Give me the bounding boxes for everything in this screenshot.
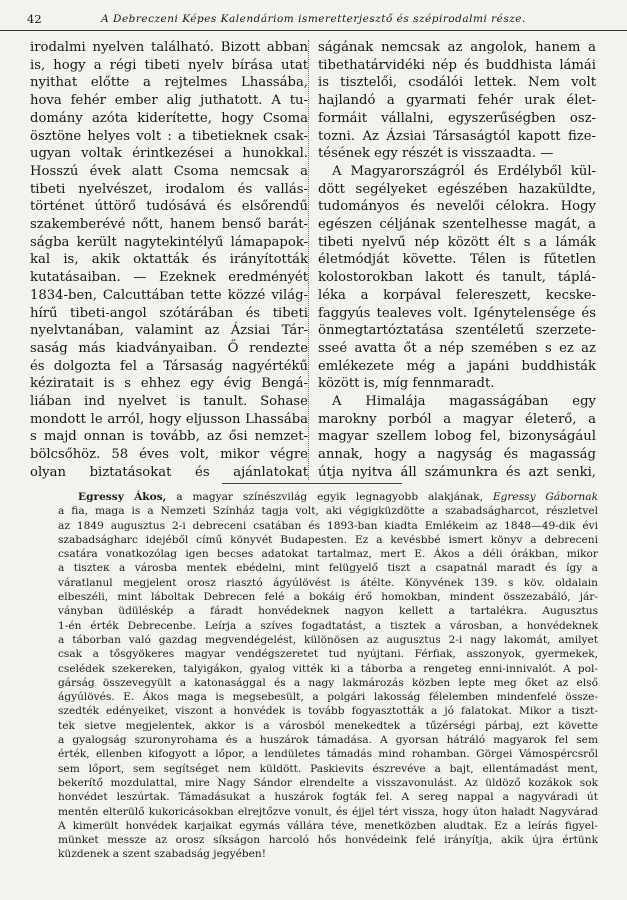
text-line: a gyalogság szuronyrohama és a huszárok támadása. A gyorsan hátráló magyarok fel sem: [58, 734, 598, 747]
text-line: hajlandó a gyarmati fehér urak élet-: [318, 93, 596, 109]
text-line: is tisztelői, csodálói lettek. Nem volt: [318, 75, 596, 91]
text-line: ugyan voltak érintkezései a hunokkal.: [30, 146, 308, 162]
text-line: sem lőport, sem segítséget nem küldött. Paskievits észrevéve a bajt, ellentámadást ment,: [58, 762, 598, 775]
text-line: irodalmi nyelven található. Bizott abban: [30, 40, 308, 55]
text-line: bekerítő mozdulattal, mire Nagy Sándor elrendelte a visszavonulást. Az üldöző kozákok sok: [58, 776, 598, 789]
text-line: a táborban való gazdag megvendégelést, különösen az augusztus 2-i nagy lakomát, amilyet: [58, 633, 598, 646]
text-line: gárság összevegyült a katonasággal és a nagy lakmározás közben lepte meg őket az első: [58, 676, 598, 689]
text-line: dött segélyeket egészében hazaküldte,: [318, 181, 596, 197]
text-line: tibeti nyelvű nép között élt s a lámák: [318, 234, 596, 250]
text-line: faggyús tealeves volt. Igénytelensége és: [318, 305, 596, 321]
column-divider: [308, 40, 309, 480]
text-line: ságba került nagytekintélyű lámapapok-: [30, 234, 308, 250]
text-line: annak, hogy a nagyság és magasság: [318, 447, 596, 463]
text-line: érték, ellenben kifogyott a lőpor, a lendületes támadás mind rohamban. Görgei Vámospércsről: [58, 748, 598, 761]
text-line: elbeszéli, mint láboltak Debrecen felé a bokáig érő homokban, mindent összezabáló, jár-: [58, 591, 598, 604]
text-line: münket messze az orosz síkságon harcoló hős honvédeink felé irányítja, akik újra értünk: [58, 834, 598, 847]
footnote-lead: a magyar színészvilág egyik legnagyobb alakjának,: [166, 491, 493, 503]
text-line: tozni. Az Ázsiai Társaságtól kapott fize-: [318, 128, 596, 144]
text-line: olyan biztatásokat és ajánlatokat: [30, 464, 308, 480]
text-line: tibeti nyelvészet, irodalom és vallás-: [30, 181, 308, 197]
text-line: egészen céljának szentelhesse magát, a: [318, 217, 596, 233]
text-line: A Magyarországról és Erdélyből kül-: [332, 163, 596, 179]
text-line: kutatásaiban. — Ezeknek eredményét: [30, 270, 308, 286]
text-line: között is, míg fennmaradt.: [318, 376, 495, 392]
text-line: ágyúlövés. E. Ákos maga is megsebesült, a polgári lakosság félelemben mindenfelé össze-: [58, 691, 598, 704]
text-line: honvédet leszúrtak. Támadásukat a huszárok fogták fel. A sereg nappal a nagyváradi út: [58, 791, 598, 804]
footnote-father: Egressy Gábornak: [492, 491, 598, 503]
text-line: szedték edényeiket, viszont a honvédek is tovább fogyasztották a jó falatokat. Mikor a tiszt-: [58, 705, 598, 718]
text-line: történet úttörő tudósává és elsőrendű: [30, 199, 308, 215]
text-line: hova fehér ember alig juthatott. A tu-: [30, 93, 308, 109]
text-line: Hosszú évek alatt Csoma nemcsak a: [30, 163, 308, 179]
text-line: hírű tibeti-angol szótárában és tibeti: [30, 305, 308, 321]
text-line: is, hogy a régi tibeti nyelv bírása utat: [30, 57, 308, 73]
text-line: a fia, maga is a Nemzeti Színház tagja volt, aki végigküzdötte a szabadságharcot, részletvel: [58, 505, 598, 518]
text-line: szabadságharc idejéből című könyvét Budapesten. Ez a kevésbbé ismert könyv a debreceni: [58, 533, 598, 546]
text-line: formáit vállalni, egyszerűségben osz-: [318, 110, 596, 126]
text-line: domány azóta kiderítette, hogy Csoma: [30, 110, 308, 126]
text-line: tek sietve megjelentek, akkor is a városból menekedtek a tűzérségi párbaj, ezt követte: [58, 719, 598, 732]
running-title: A Debreczeni Képes Kalendáriom ismeretterjesztő és szépirodalmi része.: [101, 13, 526, 25]
text-line: és dolgozta fel a Társaság nagyértékű: [30, 358, 308, 374]
text-line: a tiszteк a városba mentek ebédelni, mint felügyelő tiszt a csapatnál maradt és így a: [58, 562, 598, 575]
text-line: életmódját követte. Télen is fűtetlen: [318, 252, 596, 268]
text-line: s majd onnan is tovább, az ősi nemzet-: [30, 429, 308, 445]
left-column: [30, 39, 308, 481]
text-line: A Himalája magasságában egy: [332, 394, 596, 410]
text-line: váratlanul megjelent orosz riasztó ágyúlövést is átélte. Könyvének 139. s köv. oldalain: [58, 576, 598, 589]
text-line: küzdenek a szent szabadság jegyében!: [58, 848, 267, 861]
page-header: [0, 12, 627, 31]
text-line: liában ind nyelvet is tanult. Sohase: [30, 394, 308, 410]
text-line: cselédek szekereken, talyigákon, gyalog vitték ki a táborba a rengeteg enni-innivalót. A pol-: [58, 662, 598, 675]
text-line: nyelvtanában, valamint az Ázsiai Tár-: [30, 323, 308, 339]
text-line: ösztöne helyes volt : a tibetieknek csak-: [30, 128, 308, 144]
text-line: 1834-ben, Calcuttában tette közzé világ-: [30, 287, 308, 303]
text-line: nyithat előtte a rejtelmes Lhassába,: [30, 75, 308, 91]
text-line: mentén elterülő kukoricásokban elrejtőzve vonult, és éjjel tért vissza, hogy úton haladt Nagyvárad: [58, 805, 598, 818]
text-line: tudományos és nevelői célokra. Hogy: [318, 199, 596, 215]
text-line: 1-én érték Debrecenbe. Leírja a szíves fogadtatást, a tisztek a városban, a honvédeknek: [58, 619, 598, 632]
text-line: szakemberévé nőtt, hanem benső barát-: [30, 217, 308, 233]
text-line: önmegtartóztatása szentéletű szerzete-: [318, 323, 596, 339]
text-line: magyar szellem lobog fel, bizonyságául: [318, 429, 596, 445]
footnote-separator: [222, 483, 402, 484]
text-line: mondott le arról, hogy eljusson Lhassába: [30, 411, 308, 427]
text-line: bölcsőhöz. 58 éves volt, mikor végre: [30, 447, 308, 463]
text-line: ságának nemcsak az angolok, hanem a: [318, 40, 596, 55]
text-line: saság más kiadványaiban. Ő rendezte: [30, 340, 308, 356]
text-line: sseé avatta őt a nép szemében s ez az: [318, 340, 596, 356]
text-line: marokny porból a magyar életerő, a: [318, 411, 596, 427]
footnote: [58, 490, 598, 890]
footnote-line: [58, 490, 598, 504]
text-line: az 1849 augusztus 2-i debreceni csatában és 1893-ban kiadta Emlékeim az 1848—49-dik évi: [58, 519, 598, 532]
text-line: emlékezete még a japáni buddhisták: [318, 358, 596, 374]
text-line: kéziratait is s ehhez egy évig Bengá-: [30, 376, 308, 392]
text-line: útja nyitva áll számunkra és azt senki,: [318, 464, 596, 480]
text-line: A kimerült honvédek karjaikat egymás vállára téve, menetközben aludtak. Ez a leírás figyel-: [58, 819, 598, 832]
text-line: kal is, akik oktatták és irányították: [30, 252, 308, 268]
page-number: 42: [27, 12, 42, 26]
text-line: léka a korpával felereszett, kecske-: [318, 287, 596, 303]
text-line: tésének egy részét is visszaadta. —: [318, 146, 554, 162]
text-line: ványban üdüléskép a fáradt honvédeknek nagyon kellett a tartalékra. Augusztus: [58, 605, 598, 618]
text-line: csatára vonatkozólag igen becses adatokat tartalmaz, mert E. Ákos a déli órákban, mikor: [58, 548, 598, 561]
text-line: csak a tősgyökeres magyar vendégszeretet tud nyújtani. Férfiak, asszonyok, gyermekek,: [58, 648, 598, 661]
text-line: kolostorokban lakott és tanult, táplá-: [318, 270, 596, 286]
footnote-name: Egressy Ákos,: [78, 491, 167, 503]
right-column: [318, 39, 596, 481]
text-line: tibethatárvidéki nép és buddhista lámái: [318, 57, 596, 73]
